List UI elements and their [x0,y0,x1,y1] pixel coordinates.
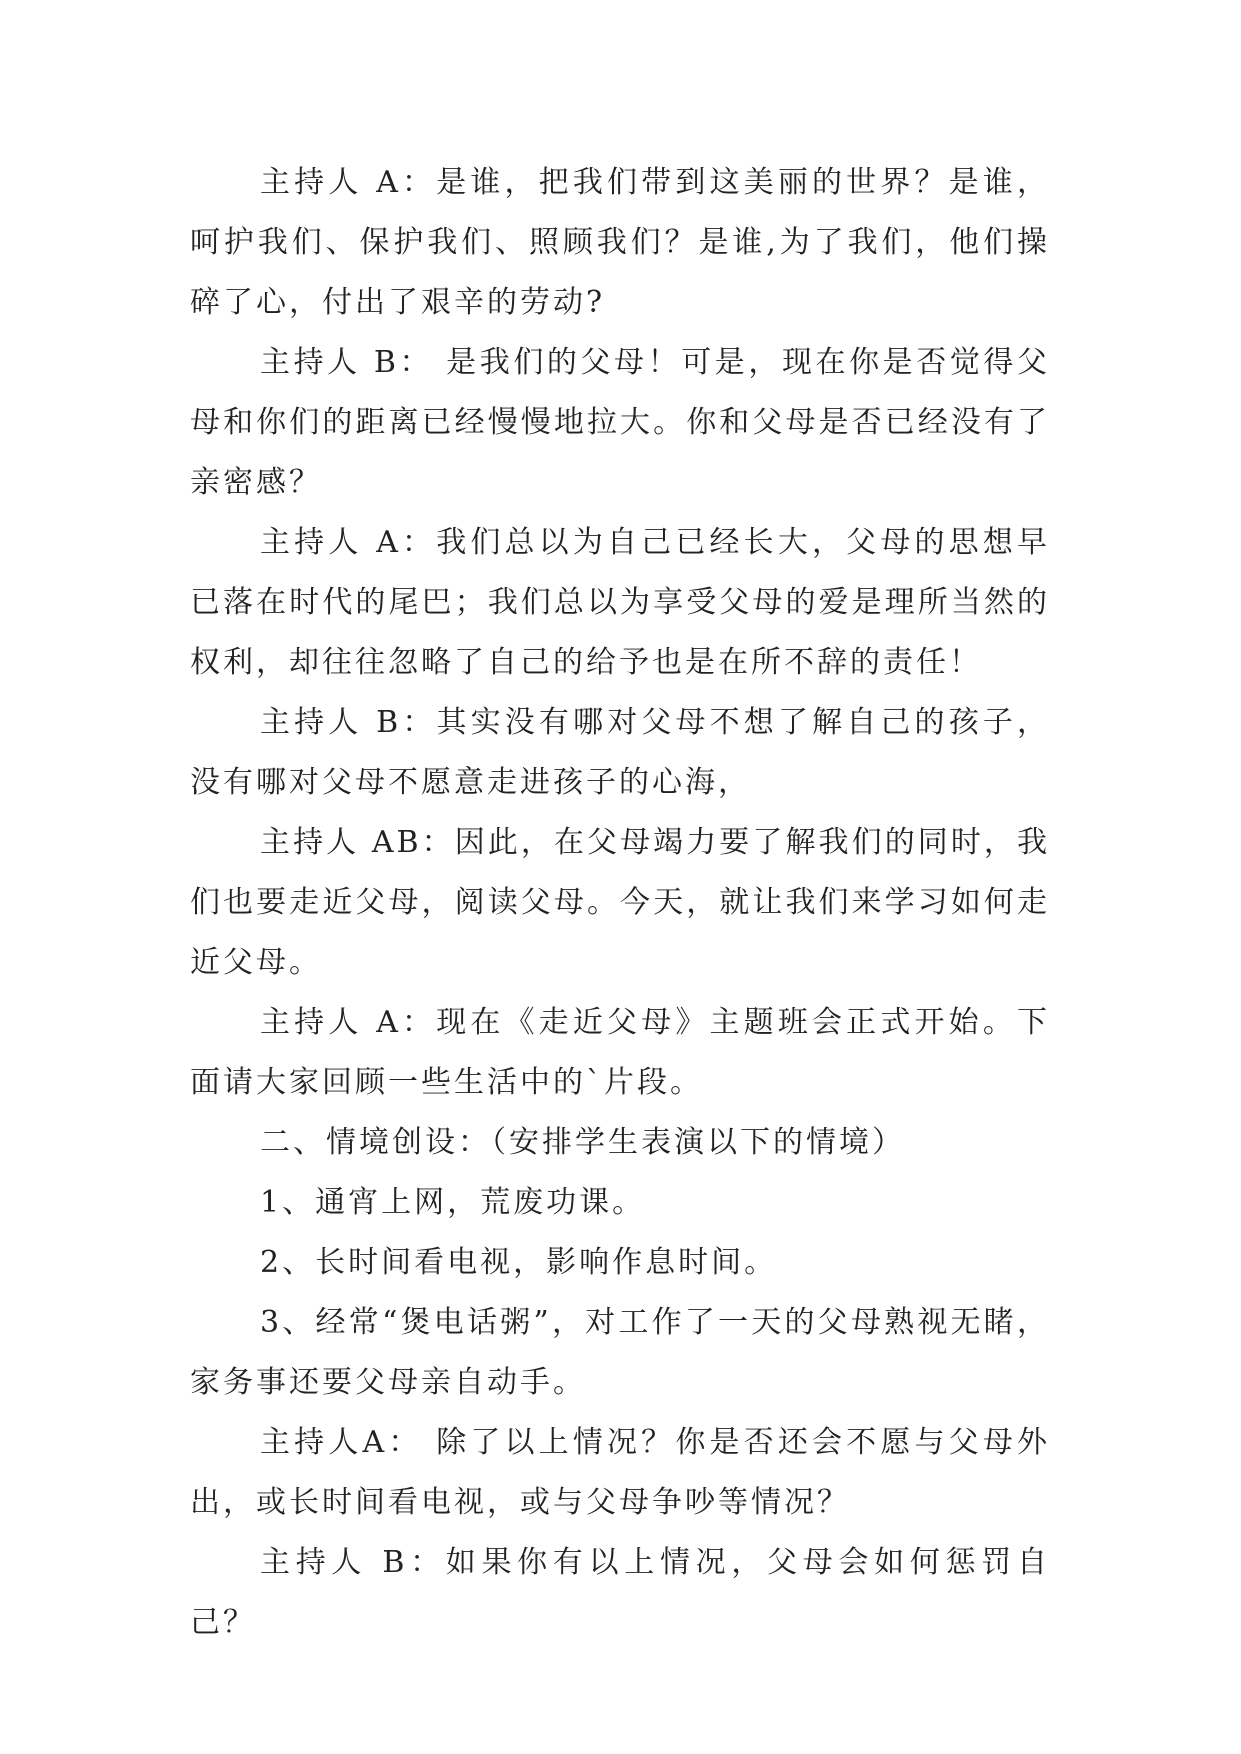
paragraph-host-a-start: 主持人 A：现在《走近父母》主题班会正式开始。下面请大家回顾一些生活中的`片段。 [190,1005,1050,1100]
paragraph-host-a-question: 主持人A： 除了以上情况？你是否还会不愿与父母外出，或长时间看电视，或与父母争吵等情况？ [190,1425,1050,1520]
paragraph-host-b-question: 主持人 B：如果你有以上情况，父母会如何惩罚自己？ [190,1545,1050,1640]
list-item-scenario-3: 3、经常“煲电话粥”，对工作了一天的父母熟视无睹，家务事还要父母亲自动手。 [190,1305,1050,1400]
paragraph-host-ab-approach: 主持人 AB：因此，在父母竭力要了解我们的同时，我们也要走近父母，阅读父母。今天，就让我们来学习如何走近父母。 [190,825,1050,980]
paragraph-host-b-understanding: 主持人 B：其实没有哪对父母不想了解自己的孩子，没有哪对父母不愿意走进孩子的心海， [190,705,1050,800]
paragraph-host-a-growing-up: 主持人 A：我们总以为自己已经长大，父母的思想早已落在时代的尾巴；我们总以为享受父母的爱是理所当然的权利，却往往忽略了自己的给予也是在所不辞的责任！ [190,525,1050,680]
paragraph-host-a-intro: 主持人 A：是谁，把我们带到这美丽的世界？是谁，呵护我们、保护我们、照顾我们？是谁,为了我们，他们操碎了心，付出了艰辛的劳动? [190,165,1050,320]
paragraph-host-b-parents: 主持人 B： 是我们的父母！可是，现在你是否觉得父母和你们的距离已经慢慢地拉大。你和父母是否已经没有了亲密感？ [190,345,1050,500]
section-heading-scenarios: 二、情境创设：（安排学生表演以下的情境） [260,1125,905,1160]
document-body [190,153,1050,1653]
list-item-scenario-2: 2、长时间看电视，影响作息时间。 [260,1245,778,1280]
list-item-scenario-1: 1、通宵上网，荒废功课。 [260,1185,646,1220]
